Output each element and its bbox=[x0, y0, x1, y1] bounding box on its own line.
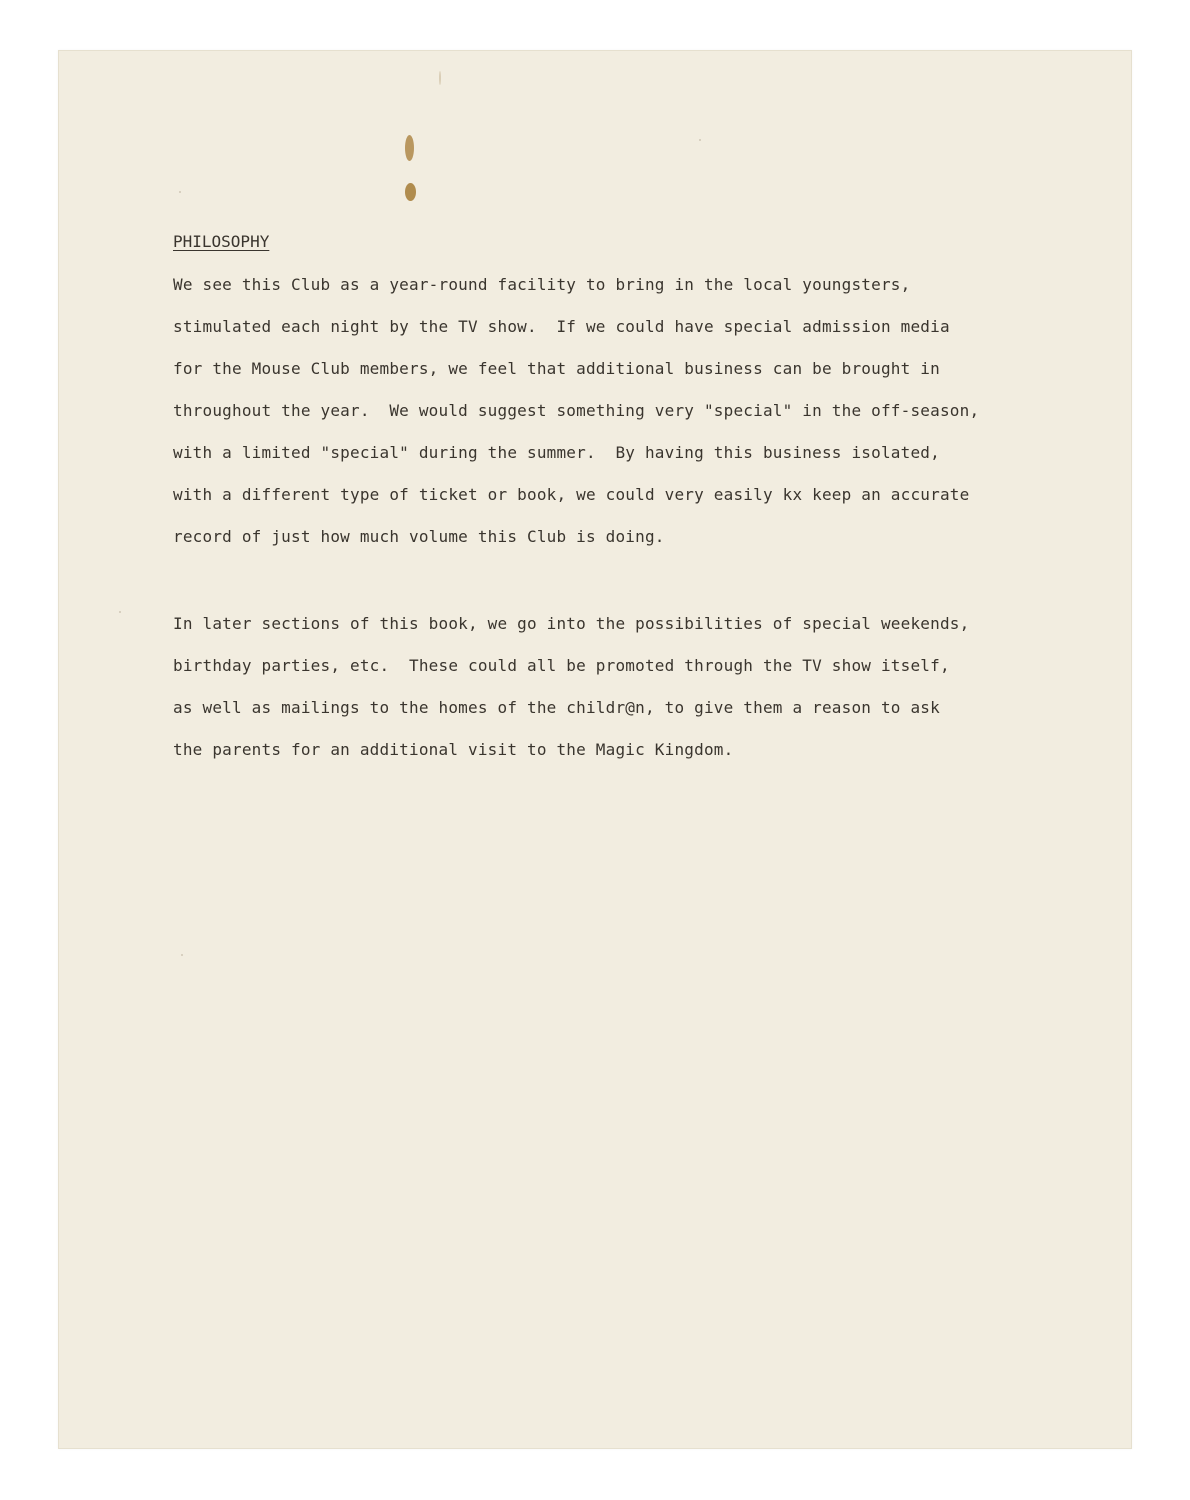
text-line: In later sections of this book, we go into the possibilities of special weekends, bbox=[173, 614, 970, 633]
ink-stain bbox=[405, 183, 416, 201]
paper-speck bbox=[179, 191, 181, 193]
paper-speck bbox=[119, 611, 121, 613]
paper-speck bbox=[699, 139, 701, 141]
text-line: birthday parties, etc. These could all be promoted through the TV show itself, bbox=[173, 656, 950, 675]
paper-mark bbox=[439, 71, 441, 85]
paragraph-1 bbox=[173, 264, 979, 558]
paper-speck bbox=[181, 954, 183, 956]
text-line: record of just how much volume this Club is doing. bbox=[173, 527, 665, 546]
ink-stain bbox=[405, 135, 414, 161]
text-line: as well as mailings to the homes of the childr@n, to give them a reason to ask bbox=[173, 698, 940, 717]
text-line: with a limited "special" during the summer. By having this business isolated, bbox=[173, 443, 940, 462]
typed-page bbox=[58, 50, 1132, 1449]
text-line: the parents for an additional visit to the Magic Kingdom. bbox=[173, 740, 734, 759]
text-line: We see this Club as a year-round facility to bring in the local youngsters, bbox=[173, 275, 911, 294]
paragraph-2 bbox=[173, 603, 969, 771]
section-heading: PHILOSOPHY bbox=[173, 232, 270, 251]
text-line: stimulated each night by the TV show. If we could have special admission media bbox=[173, 317, 950, 336]
text-line: with a different type of ticket or book, we could very easily kx keep an accurate bbox=[173, 485, 970, 504]
text-line: throughout the year. We would suggest something very "special" in the off-season, bbox=[173, 401, 980, 420]
text-line: for the Mouse Club members, we feel that additional business can be brought in bbox=[173, 359, 940, 378]
